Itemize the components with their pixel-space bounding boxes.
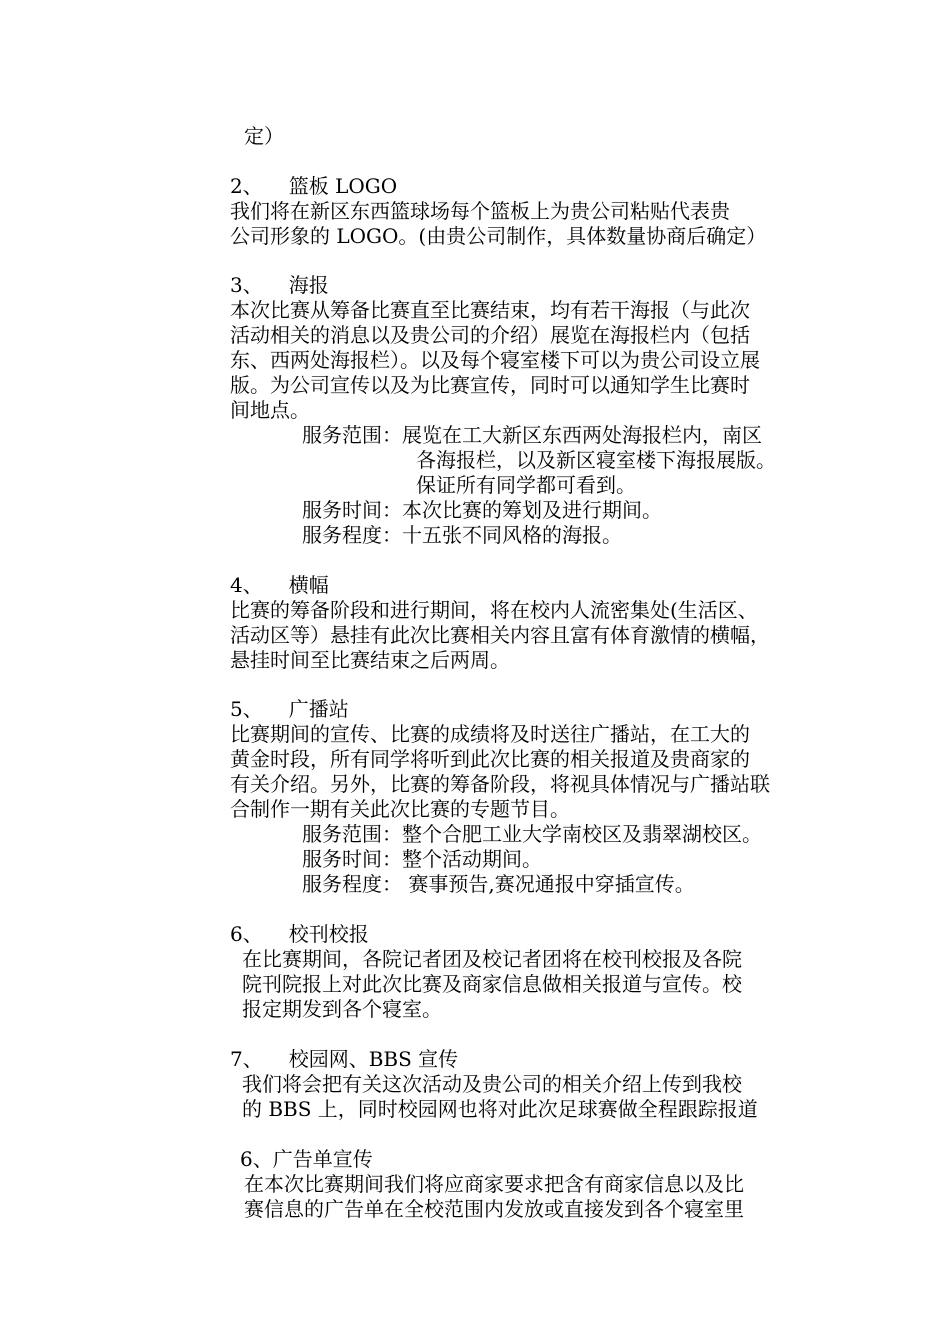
paragraph-line: 赛信息的广告单在全校范围内发放或直接发到各个寝室里	[244, 1197, 744, 1221]
section-number: 5、	[230, 697, 263, 721]
paragraph-line: 在比赛期间，各院记者团及校记者团将在校刊校报及各院	[242, 947, 742, 971]
section-title: 校园网、BBS 宣传	[288, 1047, 459, 1071]
paragraph-line: 本次比赛从筹备比赛直至比赛结束，均有若干海报（与此次	[230, 298, 750, 322]
section-heading	[230, 273, 329, 297]
service-line: 服务程度： 赛事预告,赛况通报中穿插宣传。	[302, 872, 695, 896]
section-heading: 6、广告单宣传	[240, 1147, 373, 1171]
service-line: 服务时间：本次比赛的筹划及进行期间。	[302, 498, 662, 522]
section-heading	[230, 697, 349, 721]
continuation-text: 定）	[244, 124, 284, 148]
section-heading	[230, 1047, 458, 1071]
section-title: 广播站	[288, 697, 349, 721]
service-line: 各海报栏，以及新区寝室楼下海报展版。	[416, 448, 776, 472]
paragraph-line: 版。为公司宣传以及为比赛宣传，同时可以通知学生比赛时	[230, 373, 750, 397]
paragraph-line: 有关介绍。另外，比赛的筹备阶段，将视具体情况与广播站联	[230, 772, 770, 796]
paragraph-line: 报定期发到各个寝室。	[242, 997, 442, 1021]
paragraph-line: 我们将在新区东西篮球场每个篮板上为贵公司粘贴代表贵	[230, 199, 730, 223]
section-heading	[230, 573, 329, 597]
paragraph-line: 间地点。	[230, 398, 310, 422]
paragraph-line: 比赛的筹备阶段和进行期间，将在校内人流密集处(生活区、	[230, 598, 758, 622]
paragraph-line: 公司形象的 LOGO。(由贵公司制作，具体数量协商后确定）	[230, 224, 767, 248]
section-number: 7、	[230, 1047, 263, 1071]
paragraph-line: 比赛期间的宣传、比赛的成绩将及时送往广播站，在工大的	[230, 722, 750, 746]
paragraph-line: 黄金时段，所有同学将听到此次比赛的相关报道及贵商家的	[230, 747, 750, 771]
paragraph-line: 悬挂时间至比赛结束之后两周。	[230, 648, 510, 672]
section-number: 2、	[230, 174, 263, 198]
paragraph-line: 院刊院报上对此次比赛及商家信息做相关报道与宣传。校	[242, 972, 742, 996]
section-number: 4、	[230, 573, 263, 597]
section-title: 校刊校报	[288, 922, 369, 946]
paragraph-line: 合制作一期有关此次比赛的专题节目。	[230, 797, 570, 821]
service-line: 保证所有同学都可看到。	[416, 473, 636, 497]
section-title: 横幅	[288, 573, 329, 597]
paragraph-line: 活动相关的消息以及贵公司的介绍）展览在海报栏内（包括	[230, 323, 750, 347]
paragraph-line: 的 BBS 上，同时校园网也将对此次足球赛做全程跟踪报道	[242, 1097, 758, 1121]
section-number: 3、	[230, 273, 263, 297]
service-line: 服务范围：整个合肥工业大学南校区及翡翠湖校区。	[302, 822, 762, 846]
section-title: 篮板 LOGO	[288, 174, 398, 198]
section-heading	[230, 174, 397, 198]
service-line: 服务时间：整个活动期间。	[302, 847, 542, 871]
service-line: 服务范围：展览在工大新区东西两处海报栏内，南区	[302, 423, 762, 447]
paragraph-line: 我们将会把有关这次活动及贵公司的相关介绍上传到我校	[242, 1072, 742, 1096]
paragraph-line: 活动区等）悬挂有此次比赛相关内容且富有体育激情的横幅，	[230, 623, 770, 647]
service-line: 服务程度：十五张不同风格的海报。	[302, 523, 622, 547]
section-number: 6、	[230, 922, 263, 946]
section-heading	[230, 922, 369, 946]
paragraph-line: 在本次比赛期间我们将应商家要求把含有商家信息以及比	[244, 1172, 744, 1196]
section-title: 海报	[288, 273, 329, 297]
paragraph-line: 东、西两处海报栏）。以及每个寝室楼下可以为贵公司设立展	[230, 348, 760, 372]
